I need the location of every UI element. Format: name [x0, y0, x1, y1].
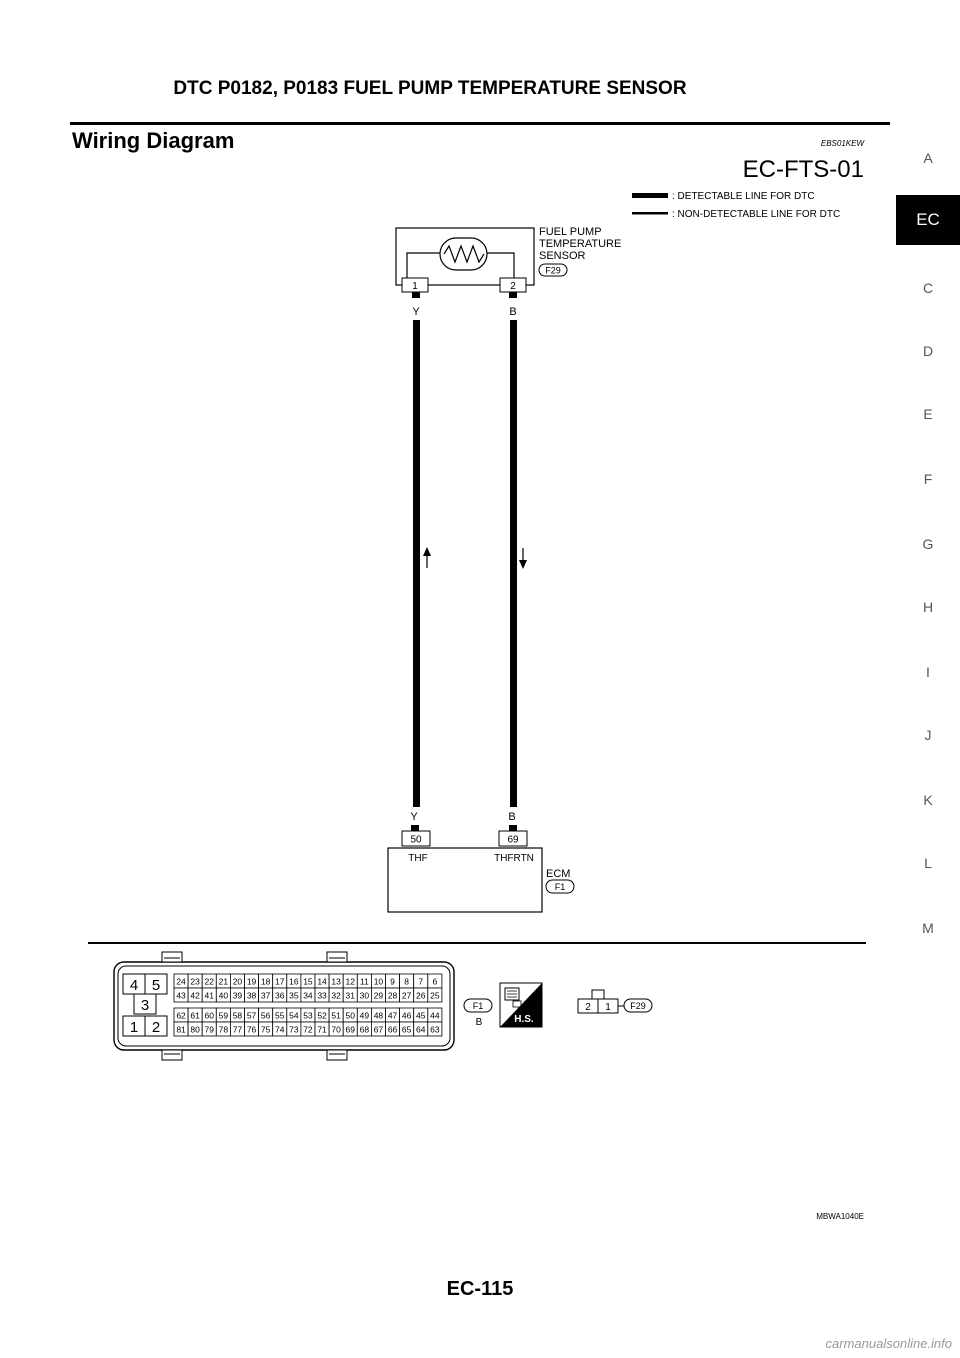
- sidebar-letter-i[interactable]: I: [926, 664, 930, 680]
- ecm-pin-b: 69: [507, 834, 519, 846]
- ecm-wire-b-color: B: [508, 811, 516, 823]
- sidebar-letter-c[interactable]: C: [922, 280, 934, 296]
- watermark: carmanualsonline.info: [825, 1336, 952, 1351]
- sidebar-letter-d[interactable]: D: [922, 343, 934, 359]
- f1-pin-number: 60: [204, 1010, 214, 1021]
- f1-pin-number: 38: [246, 990, 257, 1001]
- f1-pin-number: 49: [359, 1010, 370, 1021]
- f1-big-pin-3: 3: [140, 997, 150, 1014]
- f1-pin-number: 71: [317, 1024, 327, 1035]
- page-number: EC-115: [446, 1278, 514, 1300]
- f1-pin-number: 72: [303, 1024, 313, 1035]
- wire-b: [510, 320, 517, 807]
- ecm-name: ECM: [546, 868, 571, 880]
- f1-pin-number: 41: [204, 990, 214, 1001]
- f1-pin-number: 73: [289, 1024, 299, 1035]
- sensor-pin-2: 2: [510, 281, 516, 292]
- f1-pin-number: 13: [331, 976, 341, 987]
- f1-pin-number: 43: [176, 990, 186, 1001]
- section-index-sidebar: [880, 0, 960, 1358]
- f1-pin-number: 54: [289, 1010, 299, 1021]
- f1-pin-number: 7: [418, 976, 424, 987]
- f1-pin-number: 63: [430, 1024, 440, 1035]
- f1-pin-number: 57: [246, 1010, 257, 1021]
- f1-pin-number: 48: [373, 1010, 384, 1021]
- section-title: Wiring Diagram: [72, 128, 235, 153]
- figure-code: MBWA1040E: [816, 1212, 864, 1221]
- ecm-terminal-a: THF: [408, 853, 428, 864]
- section-ref-code: EBS01KEW: [820, 139, 864, 148]
- f1-pin-number: 6: [432, 976, 438, 987]
- f1-pin-number: 14: [317, 976, 327, 987]
- connector-divider: [88, 942, 866, 944]
- f1-pin-number: 75: [260, 1024, 271, 1035]
- f1-pin-number: 62: [176, 1010, 186, 1021]
- f1-pin-number: 74: [275, 1024, 285, 1035]
- f1-pin-number: 70: [331, 1024, 341, 1035]
- f1-pin-number: 32: [331, 990, 341, 1001]
- f1-pin-number: 51: [331, 1010, 341, 1021]
- f1-pin-number: 23: [190, 976, 200, 987]
- sidebar-letter-e[interactable]: E: [923, 406, 933, 422]
- f1-pin-number: 80: [190, 1024, 200, 1035]
- f1-pin-number: 21: [218, 976, 229, 987]
- f1-pin-number: 81: [176, 1024, 186, 1035]
- f1-pin-number: 55: [275, 1010, 285, 1021]
- sidebar-letter-a[interactable]: A: [923, 150, 933, 166]
- f1-big-pin-2: 2: [151, 1019, 161, 1036]
- f1-big-pin-4: 4: [129, 977, 139, 994]
- f1-pin-number: 37: [260, 990, 271, 1001]
- sensor-label-line1: FUEL PUMP: [539, 226, 602, 238]
- sidebar-letter-m[interactable]: M: [922, 920, 934, 936]
- f1-pin-number: 42: [190, 990, 200, 1001]
- f1-pin-number: 78: [218, 1024, 229, 1035]
- connector-f1-face: [114, 952, 454, 1060]
- f1-pin-number: 69: [345, 1024, 355, 1035]
- f1-pin-number: 50: [345, 1010, 355, 1021]
- sidebar-letter-l[interactable]: L: [924, 855, 932, 871]
- f1-pin-number: 19: [246, 976, 257, 987]
- sensor-pin-1: 1: [412, 281, 418, 292]
- hs-label: H.S.: [514, 1014, 534, 1025]
- sensor-label-line3: SENSOR: [539, 250, 586, 262]
- ecm-pin-a: 50: [410, 834, 422, 846]
- f1-pin-number: 40: [218, 990, 229, 1001]
- f1-tag: F1: [472, 1001, 484, 1011]
- sensor-wire-1-color: Y: [412, 306, 420, 318]
- page-header-title: DTC P0182, P0183 FUEL PUMP TEMPERATURE SENSOR: [173, 78, 687, 99]
- f1-pin-number: 17: [275, 976, 285, 987]
- sidebar-letter-k[interactable]: K: [923, 792, 933, 808]
- f1-pin-number: 36: [275, 990, 285, 1001]
- legend-detectable-label: : DETECTABLE LINE FOR DTC: [672, 191, 815, 202]
- sidebar-letter-f[interactable]: F: [923, 471, 933, 487]
- f1-big-pin-1: 1: [129, 1019, 139, 1036]
- f1-pin-number: 35: [289, 990, 299, 1001]
- sidebar-active-tab[interactable]: EC: [896, 195, 960, 245]
- f1-pin-number: 47: [387, 1010, 398, 1021]
- thermistor-zigzag: [444, 246, 484, 262]
- f1-pin-number: 46: [401, 1010, 412, 1021]
- f1-pin-number: 27: [401, 990, 412, 1001]
- f1-pin-number: 20: [232, 976, 243, 987]
- f1-pin-number: 31: [345, 990, 355, 1001]
- f1-pin-number: 56: [260, 1010, 271, 1021]
- f1-pin-number: 64: [416, 1024, 426, 1035]
- ecm-wire-a-color: Y: [410, 811, 418, 823]
- f1-pin-number: 29: [373, 990, 384, 1001]
- sensor-label-line2: TEMPERATURE: [539, 238, 622, 250]
- sidebar-letter-j[interactable]: J: [924, 727, 932, 743]
- f1-pin-number: 28: [387, 990, 398, 1001]
- f1-big-pin-5: 5: [151, 977, 161, 994]
- f1-pin-number: 39: [232, 990, 243, 1001]
- f1-pin-number: 12: [345, 976, 355, 987]
- f1-pin-number: 77: [232, 1024, 243, 1035]
- f1-pin-number: 22: [204, 976, 214, 987]
- f29-pin-2: 2: [585, 1002, 591, 1013]
- f1-pin-number: 25: [430, 990, 440, 1001]
- legend-detectable-swatch: [632, 193, 668, 198]
- sidebar-letter-h[interactable]: H: [922, 599, 934, 615]
- f29-tag: F29: [630, 1001, 646, 1011]
- signal-arrow-down: [519, 560, 527, 569]
- sidebar-letter-g[interactable]: G: [922, 536, 934, 552]
- ecm-connector-label: F1: [554, 882, 566, 892]
- f1-color: B: [475, 1017, 483, 1028]
- f1-pin-number: 66: [387, 1024, 398, 1035]
- f1-pin-number: 61: [190, 1010, 200, 1021]
- ecm-terminal-b: THFRTN: [494, 853, 534, 864]
- f1-pin-number: 58: [232, 1010, 243, 1021]
- f1-pin-number: 24: [176, 976, 186, 987]
- f1-pin-number: 11: [359, 976, 369, 987]
- f1-pin-number: 45: [416, 1010, 426, 1021]
- signal-arrow-up: [423, 547, 431, 556]
- f1-pin-number: 65: [401, 1024, 412, 1035]
- connector-f29-face: [578, 990, 652, 1013]
- f1-pin-number: 16: [289, 976, 299, 987]
- f1-pin-number: 59: [218, 1010, 229, 1021]
- f1-pin-number: 34: [303, 990, 313, 1001]
- f29-pin-1: 1: [605, 1002, 611, 1013]
- sensor-connector-label: F29: [545, 265, 561, 276]
- f1-pin-number: 53: [303, 1010, 313, 1021]
- f1-pin-number: 9: [390, 976, 395, 987]
- diagram-id: EC-FTS-01: [742, 156, 864, 183]
- harness-side-icon: [500, 983, 542, 1027]
- f1-pin-number: 10: [373, 976, 384, 987]
- f1-pin-number: 33: [317, 990, 327, 1001]
- f1-pin-number: 68: [359, 1024, 370, 1035]
- sensor-wire-2-color: B: [509, 306, 517, 318]
- legend-non-detectable-swatch: [632, 212, 668, 215]
- f1-pin-number: 26: [416, 990, 426, 1001]
- f1-pin-number: 15: [303, 976, 313, 987]
- wire-y: [413, 320, 420, 807]
- f1-pin-number: 30: [359, 990, 370, 1001]
- f1-pin-number: 18: [260, 976, 271, 987]
- f1-pin-number: 8: [404, 976, 410, 987]
- legend-non-detectable-label: : NON-DETECTABLE LINE FOR DTC: [672, 209, 841, 220]
- f1-pin-number: 67: [373, 1024, 384, 1035]
- f1-pin-number: 44: [430, 1010, 440, 1021]
- f1-pin-number: 79: [204, 1024, 214, 1035]
- f1-pin-number: 76: [246, 1024, 257, 1035]
- f1-pin-number: 52: [317, 1010, 327, 1021]
